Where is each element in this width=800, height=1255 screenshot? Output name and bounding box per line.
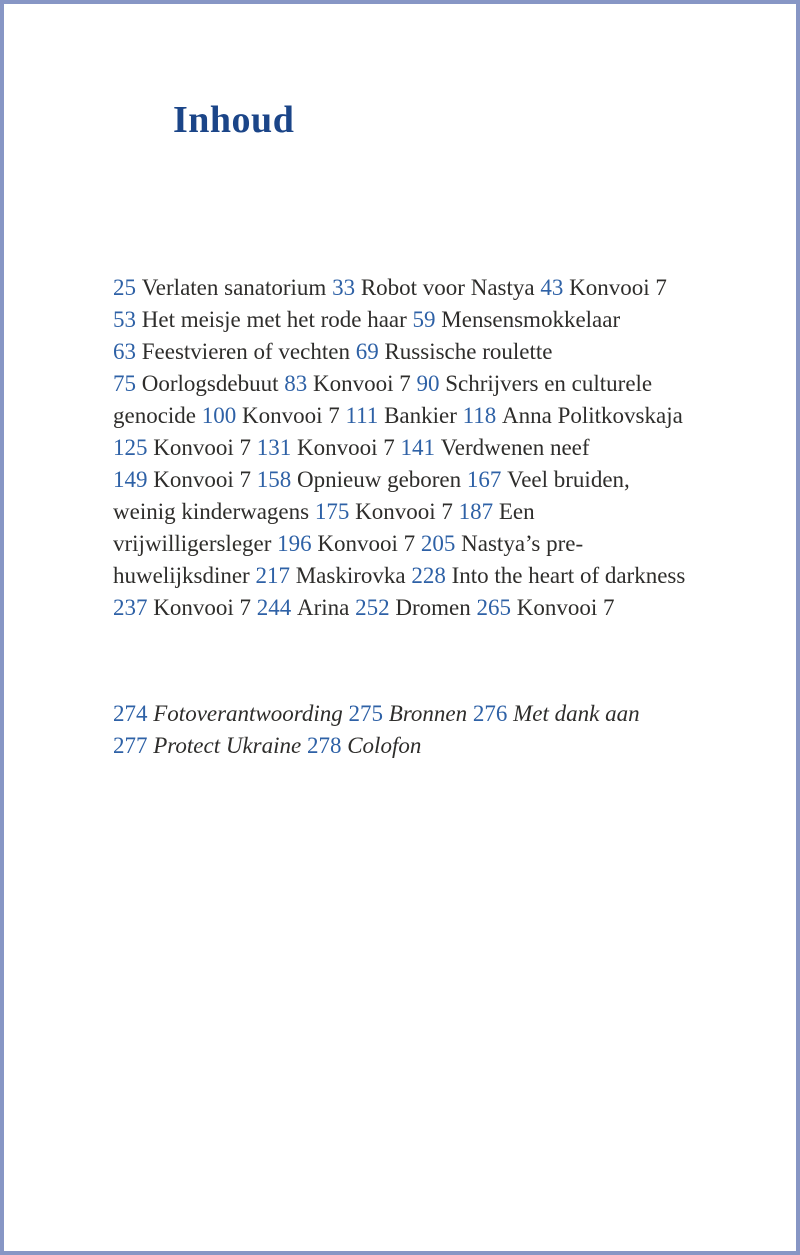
toc-entry-page-number: 252 — [355, 595, 390, 620]
toc-entry-title: Konvooi 7 — [153, 467, 251, 492]
toc-entry-page-number: 69 — [355, 339, 379, 364]
toc-entry-title: Feestvieren of vechten — [141, 339, 350, 364]
toc-entry-page-number: 90 — [416, 371, 440, 396]
toc-entry-page-number: 167 — [466, 467, 502, 492]
toc-entry — [284, 371, 411, 396]
toc-entry-page-number: 196 — [277, 531, 312, 556]
toc-entry-page-number: 244 — [256, 595, 292, 620]
toc-entry — [540, 275, 667, 300]
toc-entry-page-number: 276 — [472, 701, 508, 726]
toc-entry-title: Konvooi 7 — [153, 595, 251, 620]
toc-entry — [113, 595, 251, 620]
toc-entry — [113, 371, 278, 396]
toc-entry — [349, 701, 468, 726]
toc-entry — [315, 499, 453, 524]
toc-entry — [473, 701, 640, 726]
toc-entry — [346, 403, 457, 428]
toc-entry-page-number: 149 — [113, 467, 148, 492]
toc-entry-title: Fotoverantwoording — [153, 701, 343, 726]
toc-entry-page-number: 25 — [113, 275, 136, 300]
toc-entry-page-number: 118 — [462, 403, 497, 428]
toc-chapters-paragraph — [113, 272, 695, 624]
toc-entry-title: Een vrijwilligersleger — [113, 499, 535, 556]
toc-entry — [113, 733, 301, 758]
toc-entry-title: Maskirovka — [295, 563, 406, 588]
toc-entry-title: Verlaten sanatorium — [141, 275, 327, 300]
toc-entry-title: Into the heart of darkness — [451, 563, 686, 588]
toc-entry-title: Arina — [297, 595, 350, 620]
toc-entry-page-number: 53 — [113, 307, 136, 332]
toc-entry-title: Konvooi 7 — [242, 403, 340, 428]
toc-entry-page-number: 274 — [113, 701, 148, 726]
toc-entry-title: Konvooi 7 — [516, 595, 615, 620]
toc-entry-title: Verdwenen neef — [440, 435, 590, 460]
toc-entry — [113, 275, 326, 300]
toc-entry-title: Konvooi 7 — [312, 371, 411, 396]
toc-entry — [257, 467, 461, 492]
toc-entry-page-number: 100 — [201, 403, 237, 428]
toc-entry — [257, 595, 350, 620]
toc-entry-title: Konvooi 7 — [355, 499, 453, 524]
toc-entry-page-number: 83 — [284, 371, 308, 396]
toc-entry-title: Mensensmokkelaar — [441, 307, 621, 332]
toc-entry-page-number: 141 — [400, 435, 435, 460]
toc-entry-title: Opnieuw geboren — [297, 467, 462, 492]
toc-entry — [355, 595, 471, 620]
toc-entry-page-number: 228 — [411, 563, 446, 588]
toc-entry-title: Robot voor Nastya — [360, 275, 535, 300]
toc-entry — [277, 531, 415, 556]
toc-entry — [356, 339, 553, 364]
toc-entry-page-number: 265 — [476, 595, 511, 620]
toc-entry-page-number: 75 — [113, 371, 136, 396]
toc-entry-title: Dromen — [395, 595, 471, 620]
toc-entry — [463, 403, 683, 428]
toc-entry-title: Anna Politkovskaja — [502, 403, 683, 428]
toc-entry — [113, 467, 251, 492]
toc-entry — [307, 733, 421, 758]
toc-entry-page-number: 217 — [255, 563, 290, 588]
toc-entry-page-number: 59 — [412, 307, 436, 332]
toc-entry-title: Russische roulette — [384, 339, 553, 364]
toc-entry-page-number: 125 — [113, 435, 148, 460]
toc-entry — [257, 435, 395, 460]
toc-entry — [401, 435, 590, 460]
toc-entry-page-number: 175 — [314, 499, 350, 524]
toc-backmatter-paragraph — [113, 698, 695, 762]
toc-entry-title: Veel bruiden, weinig kinderwagens — [113, 467, 630, 524]
toc-entry-title: Nastya’s pre-huwelijksdiner — [113, 531, 584, 588]
toc-entry-title: Bankier — [384, 403, 457, 428]
toc-entry-title: Protect Ukraine — [153, 733, 302, 758]
toc-entry — [411, 563, 685, 588]
toc-entry — [113, 339, 350, 364]
toc-entry-page-number: 158 — [256, 467, 292, 492]
toc-entry-page-number: 33 — [332, 275, 356, 300]
toc-entry-page-number: 111 — [345, 403, 379, 428]
toc-entry — [202, 403, 340, 428]
toc-entry-page-number: 43 — [540, 275, 564, 300]
toc-entry-page-number: 277 — [113, 733, 148, 758]
toc-entry-title: Konvooi 7 — [317, 531, 416, 556]
toc-entry-page-number: 275 — [348, 701, 384, 726]
toc-entry-title: Oorlogsdebuut — [141, 371, 279, 396]
toc-entry-title: Konvooi 7 — [569, 275, 667, 300]
toc-entry-page-number: 131 — [256, 435, 292, 460]
toc-entry-title: Bronnen — [388, 701, 468, 726]
toc-entry — [113, 435, 251, 460]
toc-entry-title: Met dank aan — [513, 701, 640, 726]
toc-entry-page-number: 237 — [113, 595, 148, 620]
toc-entry — [255, 563, 405, 588]
toc-entry-title: Het meisje met het rode haar — [141, 307, 407, 332]
toc-entry-page-number: 205 — [420, 531, 456, 556]
toc-entry — [477, 595, 615, 620]
toc-entry-page-number: 187 — [458, 499, 494, 524]
toc-entry-title: Colofon — [347, 733, 422, 758]
toc-entry-title: Konvooi 7 — [297, 435, 395, 460]
toc-entry-title: Konvooi 7 — [153, 435, 251, 460]
toc-entry — [332, 275, 535, 300]
toc-entry-title: Schrijvers en culturele genocide — [113, 371, 653, 428]
toc-entry — [113, 701, 343, 726]
toc-entry-page-number: 278 — [306, 733, 342, 758]
toc-entry — [113, 307, 407, 332]
toc-entry — [413, 307, 621, 332]
page-title: Inhoud — [173, 99, 295, 141]
toc-entry-page-number: 63 — [113, 339, 136, 364]
